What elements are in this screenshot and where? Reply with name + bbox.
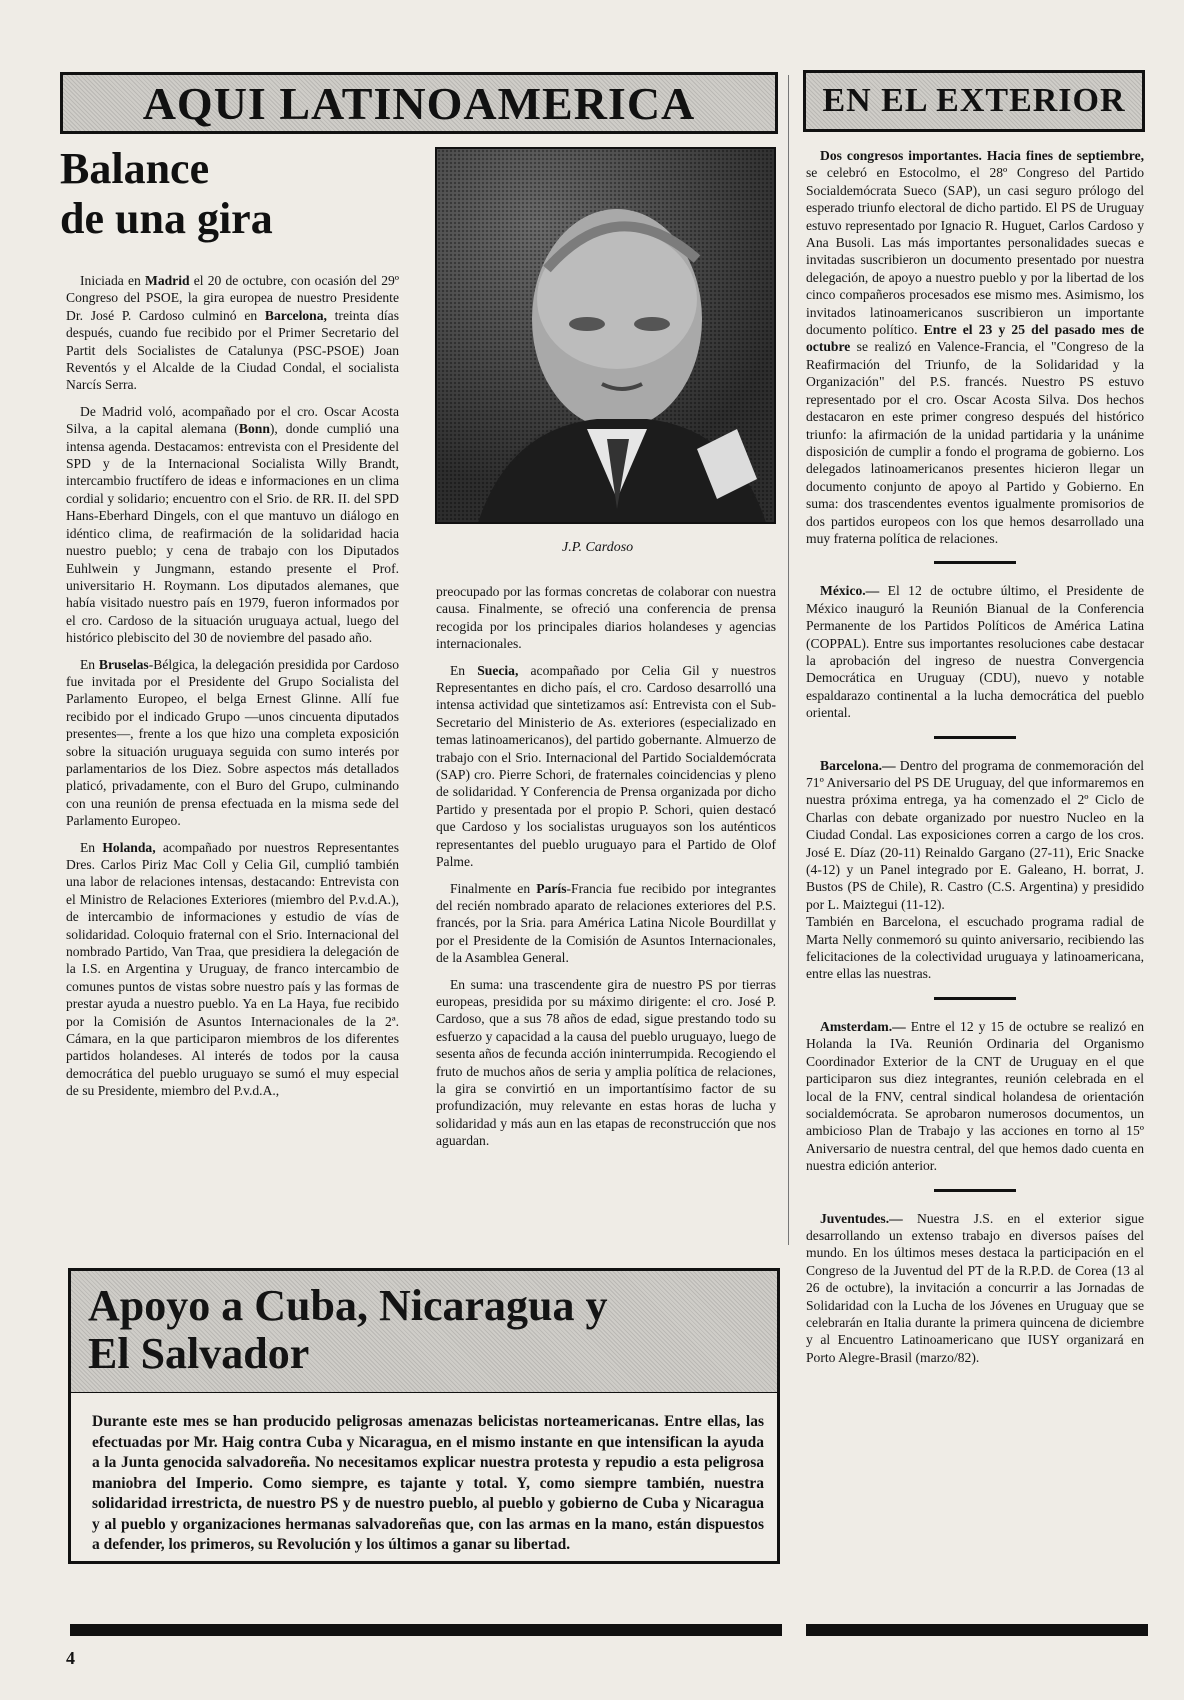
article-column-1 [66,272,399,1109]
item-separator [934,736,1016,739]
column-divider [788,75,789,1245]
article-headline: Balance de una gira [60,144,273,243]
page-number: 4 [66,1648,75,1668]
bottom-rule-left [70,1624,782,1636]
exterior-news-item: Juventudes.— Nuestra J.S. en el exterior sigue desarrollando un extenso trabajo en diversos países del mundo. En los últimos meses destaca la participación en el Congreso de la Juventud del PT de la R.P.D. de Corea (13 al 26 de octubre), la invitación a concurrir a las Jornadas de Solidaridad con la Lucha de los Jóvenes en Uruguay que se celebrarán en Italia durante la primera quincena de diciembre y al Encuentro Latinoamericano que IUSY organizará en Porto Alegre-Brasil (marzo/82). [806,1210,1144,1365]
exterior-column [806,147,1144,1366]
exterior-news-item: Amsterdam.— Entre el 12 y 15 de octubre se realizó en Holanda la IVa. Reunión Ordinaria del Organismo Coordinador Exterior de la CNT de Uruguay en el que participaron sus diez integrantes, reunión celebrada en el local de la FNV, central sindical holandesa de orientación socialdemócrata. Se aprobaron numerosos documentos, un ambicioso Plan de Trabajo y las acciones en torno al 15º Aniversario de nuestra central, del que hemos dado cuenta en nuestra edición anterior. [806,1018,1144,1174]
exterior-news-item: México.— El 12 de octubre último, el Presidente de México inauguró la Reunión Bianual de la Conferencia Permanente de los Partidos Políticos de América Latina (COPPAL). Entre sus importantes resoluciones cabe destacar la aprobación del ingreso de nuestra Convergencia Democrática en Uruguay (CDU), nuevo y notable espaldarazo continental a la lucha democrática del pueblo oriental. [806,583,1144,721]
article-paragraph: En Holanda, acompañado por nuestros Representantes Dres. Carlos Piriz Mac Coll y Celia Gil, cumplió también una labor de relaciones intensas, destacando: Entrevista con el Ministro de Relaciones Exteriores (miembro del P.v.d.A.), de intercambio de informaciones y estudio de vías de solidaridad. Coloquio fraternal con el Srio. Internacional del nombrado Partido, Van Traa, que presidiera la delegación de la I.S. en Argentina y Uruguay, de franco intercambio de comunes puntos de vistas sobre nuestro país y las formas de prestar ayuda a nuestro pueblo. Ya en La Haya, fue recibido por la Comisión de Asuntos Internacionales de la 2ª. Cámara, en la que participaron miembros de los diferentes partidos holandeses. Al interés de todos por la causa democrática del pueblo uruguayo se sumó el muy especial de su Presidente, miembro del P.v.d.A., [66,839,399,1099]
article-paragraph: En suma: una trascendente gira de nuestro PS por tierras europeas, presidida por su máximo dirigente: el cro. José P. Cardoso, que a sus 78 años de edad, sigue prestando todo su esfuerzo y capacidad a la causa del pueblo uruguayo, luego de sesenta años de fecunda acción ininterrumpida. Recogiendo el fruto de muchos años de seria y amplia política de relaciones, la gira se convirtió en un importantísimo factor de su profundización, muy relevante en estas horas de lucha y solidaridad y más aun en las etapas de reconstrucción que nos aguardan. [436,976,776,1149]
article-paragraph: preocupado por las formas concretas de colaborar con nuestra causa. Finalmente, se ofreció una conferencia de prensa recogida por los principales diarios holandeses y agencias internacionales. [436,584,776,652]
item-separator [934,1189,1016,1192]
exterior-news-item-continued: También en Barcelona, el escuchado programa radial de Marta Nelly conmemoró su quinto aniversario, recibiendo las felicitaciones de la colectividad uruguaya y latinoamericana, entre ellas las nuestras. [806,914,1144,982]
section-banner-aqui-latinoamerica [60,72,778,134]
item-separator [934,997,1016,1000]
article-paragraph: De Madrid voló, acompañado por el cro. Oscar Acosta Silva, a la capital alemana (Bonn), donde cumplió una intensa agenda. Destacamos: entrevista con el Presidente del SPD y de la Internacional Socialista Willy Brandt, intercambio fructífero de ideas e informaciones en un clima cordial y solidario; encuentro con el Srio. de RR. II. del SPD Hans-Eberhard Dingels, con el que mantuvo un diálogo en idéntico clima, de reafirmación de la solidaridad hacia nuestro pueblo; y cena de trabajo con los Diputados Euhlwein y Jungmann, estando presente el Prof. universitario H. Roymann. Los diputados alemanes, que había visitado nuestro país en 1979, fueron informados por el cro. Cardoso de la situación uruguaya actual, luego del histórico plebiscito del 30 de noviembre del pasado año. [66,403,399,646]
article-paragraph: En Suecia, acompañado por Celia Gil y nuestros Representantes en dicho país, el cro. Cardoso desarrolló una intensa actividad que sintetizamos así: Entrevista con el Sub-Secretario del Ministerio de As. exteriores (especializado en temas latinoamericanos), del partido gobernante. Almuerzo de trabajo con el Srio. Internacional del Partido Socialdemócrata (SAP) cro. Pierre Schori, de fraternales coincidencias y pleno de solidaridad. Y Conferencia de Prensa organizada por dicho Partido y presentada por el propio P. Schori, quien destacó que Cardoso y los socialistas uruguayos son los auténticos representantes del pueblo uruguayo para el Partido de Olof Palme. [436,662,777,870]
section-banner-en-el-exterior [803,70,1145,132]
article-paragraph: Finalmente en París-Francia fue recibido por integrantes del recién nombrado aparato de relaciones exteriores del P.S. francés, por la Sria. para América Latina Nicole Bourdillat y por el Presidente de la Comisión de Asuntos Internacionales, de la Asamblea General. [436,880,776,966]
exterior-news-item: Dos congresos importantes. Hacia fines de septiembre, se celebró en Estocolmo, el 28º Congreso del Partido Socialdemócrata Sueco (SAP), un casi seguro prólogo del esperado triunfo electoral de dicho partido. El PS de Uruguay estuvo representado por Ignacio R. Huguet, Carlos Cardoso y Ana Busoli. Las más importantes personalidades suecas e invitadas suscribieron un documento presentado por nuestra delegación, de apoyo a nuestro pueblo y por la libertad de los cinco compañeros procesados ese mismo mes. Asimismo, los invitados latinoamericanos suscribieron un importante documento político. Entre el 23 y 25 del pasado mes de octubre se realizó en Valence-Francia, el "Congreso de la Reafirmación del Triunfo, de la Solidaridad y la Organización" del P.S. francés. Nuestro PS estuvo representado por el cro. Oscar Acosta Silva. Dos hechos destacaron en este primer congreso después del histórico triunfo: la afirmación de la unidad partidaria y la unánime disposición de cumplir a fondo el programa de gobierno. Los delegados latinoamericanos presentes hicieron llegar un documento conjunto de apoyo al Partido y Gobierno. En suma: dos trascendentes eventos igualmente promisorios de dos partidos europeos con los que hemos desarrollado una muy fraterna política de relaciones. [806,148,1144,546]
section-title: AQUI LATINOAMERICA [142,77,696,129]
cuba-article-title: Apoyo a Cuba, Nicaragua y El Salvador [88,1281,608,1378]
photo-caption: J.P. Cardoso [562,540,634,555]
portrait-photo [435,147,776,524]
item-separator [934,561,1016,564]
article-paragraph: En Bruselas-Bélgica, la delegación presidida por Cardoso fue invitada por el Presidente del Grupo Socialista del Parlamento Europeo, el belga Ernest Glinne. Allí fue recibido por el indicado Grupo —unos cincuenta diputados presentes—, frente a los que hizo una completa exposición sobre la situación uruguaya seguida con sumo interés por parlamentarios de los Diez. Sobre aspectos más detallados platicó, privadamente, con el Buro del Grupo, culminando con una reunión de prensa efectuada en la misma sede del Parlamento Europeo. [66,656,399,829]
exterior-news-item: Barcelona.— Dentro del programa de conmemoración del 71º Aniversario del PS DE Uruguay, del que informaremos en nuestra próxima entrega, ya ha comenzado el 2º Ciclo de Charlas con debate organizado por nuestro Nucleo en la Ciudad Condal. Las exposiciones corren a cargo de los cros. José E. Díaz (20-11) Reinaldo Gargano (27-11), Eric Snacke (4-12) y un Panel integrado por E. Galeano, H. borrat, J. Bustos (PS de Chile), R. Castro (C.S. Argentina) y presidido por L. Maiztegui (11-12). [806,757,1144,912]
bottom-rule-right [806,1624,1148,1636]
article-column-2 [436,583,776,1159]
article-paragraph: Iniciada en Madrid el 20 de octubre, con ocasión del 29º Congreso del PSOE, la gira europea de nuestro Presidente Dr. José P. Cardoso culminó en Barcelona, treinta días después, cuando fue recibido por el Primer Secretario del Partit dels Socialistes de Catalunya (PSC-PSOE) Joan Reventós y el Alcalde de la Ciudad Condal, el socialista Narcís Serra. [66,273,399,393]
section-title: EN EL EXTERIOR [822,82,1126,119]
cuba-article-body: Durante este mes se han producido peligrosas amenazas belicistas norteamericanas. Entre ellas, las efectuadas por Mr. Haig contra Cuba y Nicaragua, en el mismo instante en que intensifican la ayuda a la Junta genocida salvadoreña. No necesitamos explicar nuestra protesta y repudio a esta peligrosa maniobra del Imperio. Como siempre, es tajante y total. Y, como siempre también, nuestra solidaridad irrestricta, de nuestro PS y de nuestro pueblo, al pueblo y gobierno de Cuba y Nicaragua y al pueblo y organizaciones hermanas salvadoreñas que, con las armas en la mano, están dispuestos a defender, los primeros, su Revolución y los últimos a ganar su libertad. [92,1413,764,1553]
